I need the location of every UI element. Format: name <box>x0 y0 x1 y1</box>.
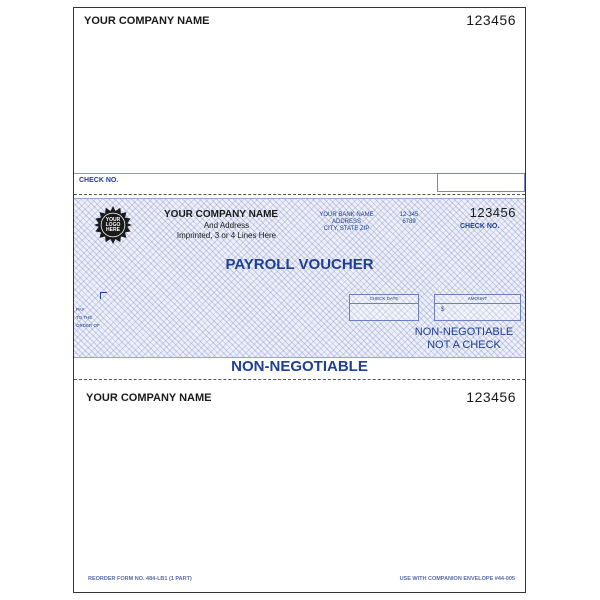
companion-envelope-note: USE WITH COMPANION ENVELOPE #44-005 <box>399 576 515 582</box>
check-date-label: CHECK DATE <box>350 295 418 304</box>
bottom-stub-company-name: YOUR COMPANY NAME <box>86 392 212 404</box>
payroll-voucher-form <box>73 7 526 593</box>
non-negotiable-banner: NON-NEGOTIABLE <box>231 358 368 375</box>
top-stub-number: 123456 <box>466 12 516 28</box>
top-check-no-row <box>74 173 525 194</box>
bank-info: YOUR BANK NAME ADDRESS CITY, STATE ZIP <box>319 212 374 232</box>
top-stub-company-name: YOUR COMPANY NAME <box>84 15 210 27</box>
check-company-address: And Address Imprinted, 3 or 4 Lines Here <box>176 221 277 240</box>
reorder-form-note: REORDER FORM NO. 484-LB1 (1 PART) <box>88 576 192 582</box>
logo-text: YOUR LOGO HERE <box>105 217 121 233</box>
voucher-title: PAYROLL VOUCHER <box>225 256 374 273</box>
perforation-top <box>74 194 525 195</box>
check-company-name: YOUR COMPANY NAME <box>164 209 279 220</box>
amount-label: AMOUNT <box>435 295 520 304</box>
non-negotiable-notice: NON-NEGOTIABLE NOT A CHECK <box>414 326 514 351</box>
top-check-no-label: CHECK NO. <box>79 177 119 184</box>
amount-field <box>434 294 521 321</box>
perforation-bottom <box>74 379 525 380</box>
address-window-corner <box>100 292 107 299</box>
check-no-label: CHECK NO. <box>460 223 500 230</box>
check-section <box>74 198 525 358</box>
currency-symbol: $ <box>441 307 445 313</box>
bottom-stub-number: 123456 <box>466 389 516 405</box>
check-number: 123456 <box>469 205 516 220</box>
check-date-field <box>349 294 419 321</box>
top-check-no-box <box>437 173 525 192</box>
bank-fraction-code: 12-345 6789 <box>399 212 419 225</box>
pay-to-order-label: PAY TO THE ORDER OF <box>76 307 100 328</box>
